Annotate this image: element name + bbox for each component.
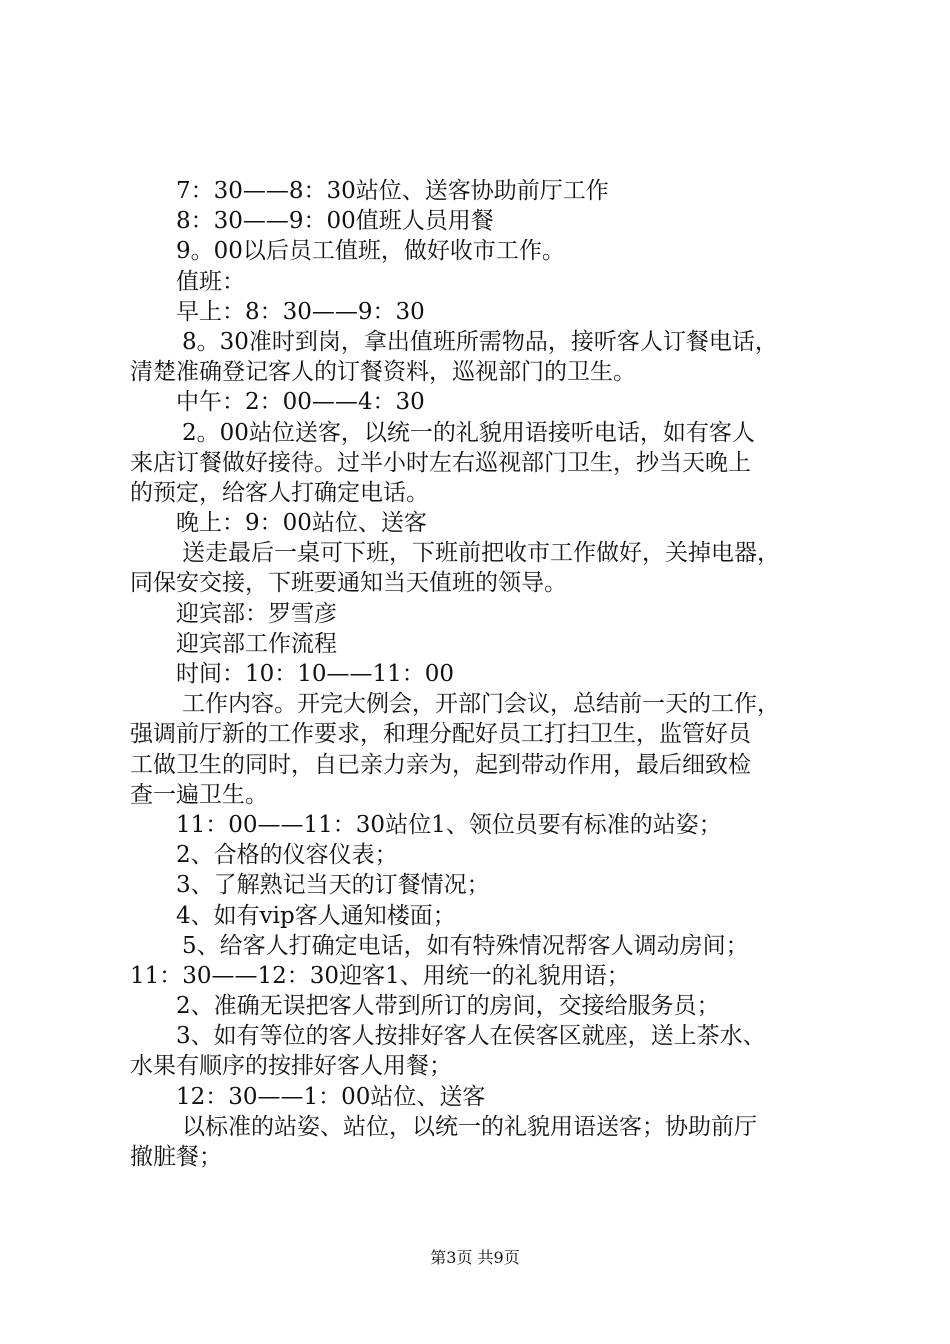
text-line: 3、了解熟记当天的订餐情况； <box>176 872 490 899</box>
text-line: 11：30——12：30迎客1、用统一的礼貌用语； <box>130 962 630 989</box>
text-line: 清楚准确登记客人的订餐资料，巡视部门的卫生。 <box>130 359 636 386</box>
document-body <box>130 176 846 1172</box>
text-line: 晚上：9：00站位、送客 <box>176 510 427 537</box>
text-line: 8：30——9：00值班人员用餐 <box>176 208 494 235</box>
text-line: 来店订餐做好接待。过半小时左右巡视部门卫生，抄当天晚上 <box>130 449 751 476</box>
text-line: 2、合格的仪容仪表； <box>176 842 398 869</box>
text-line: 迎宾部工作流程 <box>176 630 337 657</box>
text-line: 12：30——1：00站位、送客 <box>176 1083 486 1110</box>
text-line: 同保安交接，下班要通知当天值班的领导。 <box>130 570 567 597</box>
text-line: 送走最后一桌可下班，下班前把收市工作做好，关掉电器， <box>182 540 780 567</box>
text-line: 7：30——8：30站位、送客协助前厅工作 <box>176 178 609 204</box>
text-line: 迎宾部：罗雪彦 <box>176 600 337 627</box>
text-line: 水果有顺序的按排好客人用餐； <box>130 1053 452 1080</box>
text-line: 的预定，给客人打确定电话。 <box>130 479 429 506</box>
text-line: 8。30准时到岗，拿出值班所需物品，接听客人订餐电话， <box>182 328 778 355</box>
text-line: 以标准的站姿、站位，以统一的礼貌用语送客；协助前厅 <box>182 1113 757 1140</box>
page-footer: 第3页 共9页 <box>430 1248 520 1267</box>
text-line: 强调前厅新的工作要求，和理分配好员工打扫卫生，监管好员 <box>130 721 751 748</box>
text-line: 值班： <box>176 268 245 295</box>
text-line: 中午：2：00——4：30 <box>176 389 425 416</box>
text-line: 撤脏餐； <box>130 1144 222 1170</box>
text-line: 9。00以后员工值班，做好收市工作。 <box>176 238 565 265</box>
text-line: 2、准确无误把客人带到所订的房间，交接给服务员； <box>176 993 720 1020</box>
text-line: 工作内容。开完大例会，开部门会议，总结前一天的工作， <box>182 691 780 718</box>
text-line: 5、给客人打确定电话，如有特殊情况帮客人调动房间； <box>182 932 749 959</box>
text-line: 工做卫生的同时，自已亲力亲为，起到带动作用，最后细致检 <box>130 751 751 778</box>
text-line: 时间：10：10——11：00 <box>176 661 455 687</box>
text-line: 查一遍卫生。 <box>130 781 268 808</box>
text-line: 早上：8：30——9：30 <box>176 298 425 325</box>
text-line: 2。00站位送客，以统一的礼貌用语接听电话，如有客人 <box>182 419 755 446</box>
text-line: 3、如有等位的客人按排好客人在侯客区就座，送上茶水、 <box>176 1023 766 1050</box>
text-line: 11：00——11：30站位1、领位员要有标准的站姿； <box>176 811 722 838</box>
text-line: 4、如有vip客人通知楼面； <box>176 902 456 929</box>
